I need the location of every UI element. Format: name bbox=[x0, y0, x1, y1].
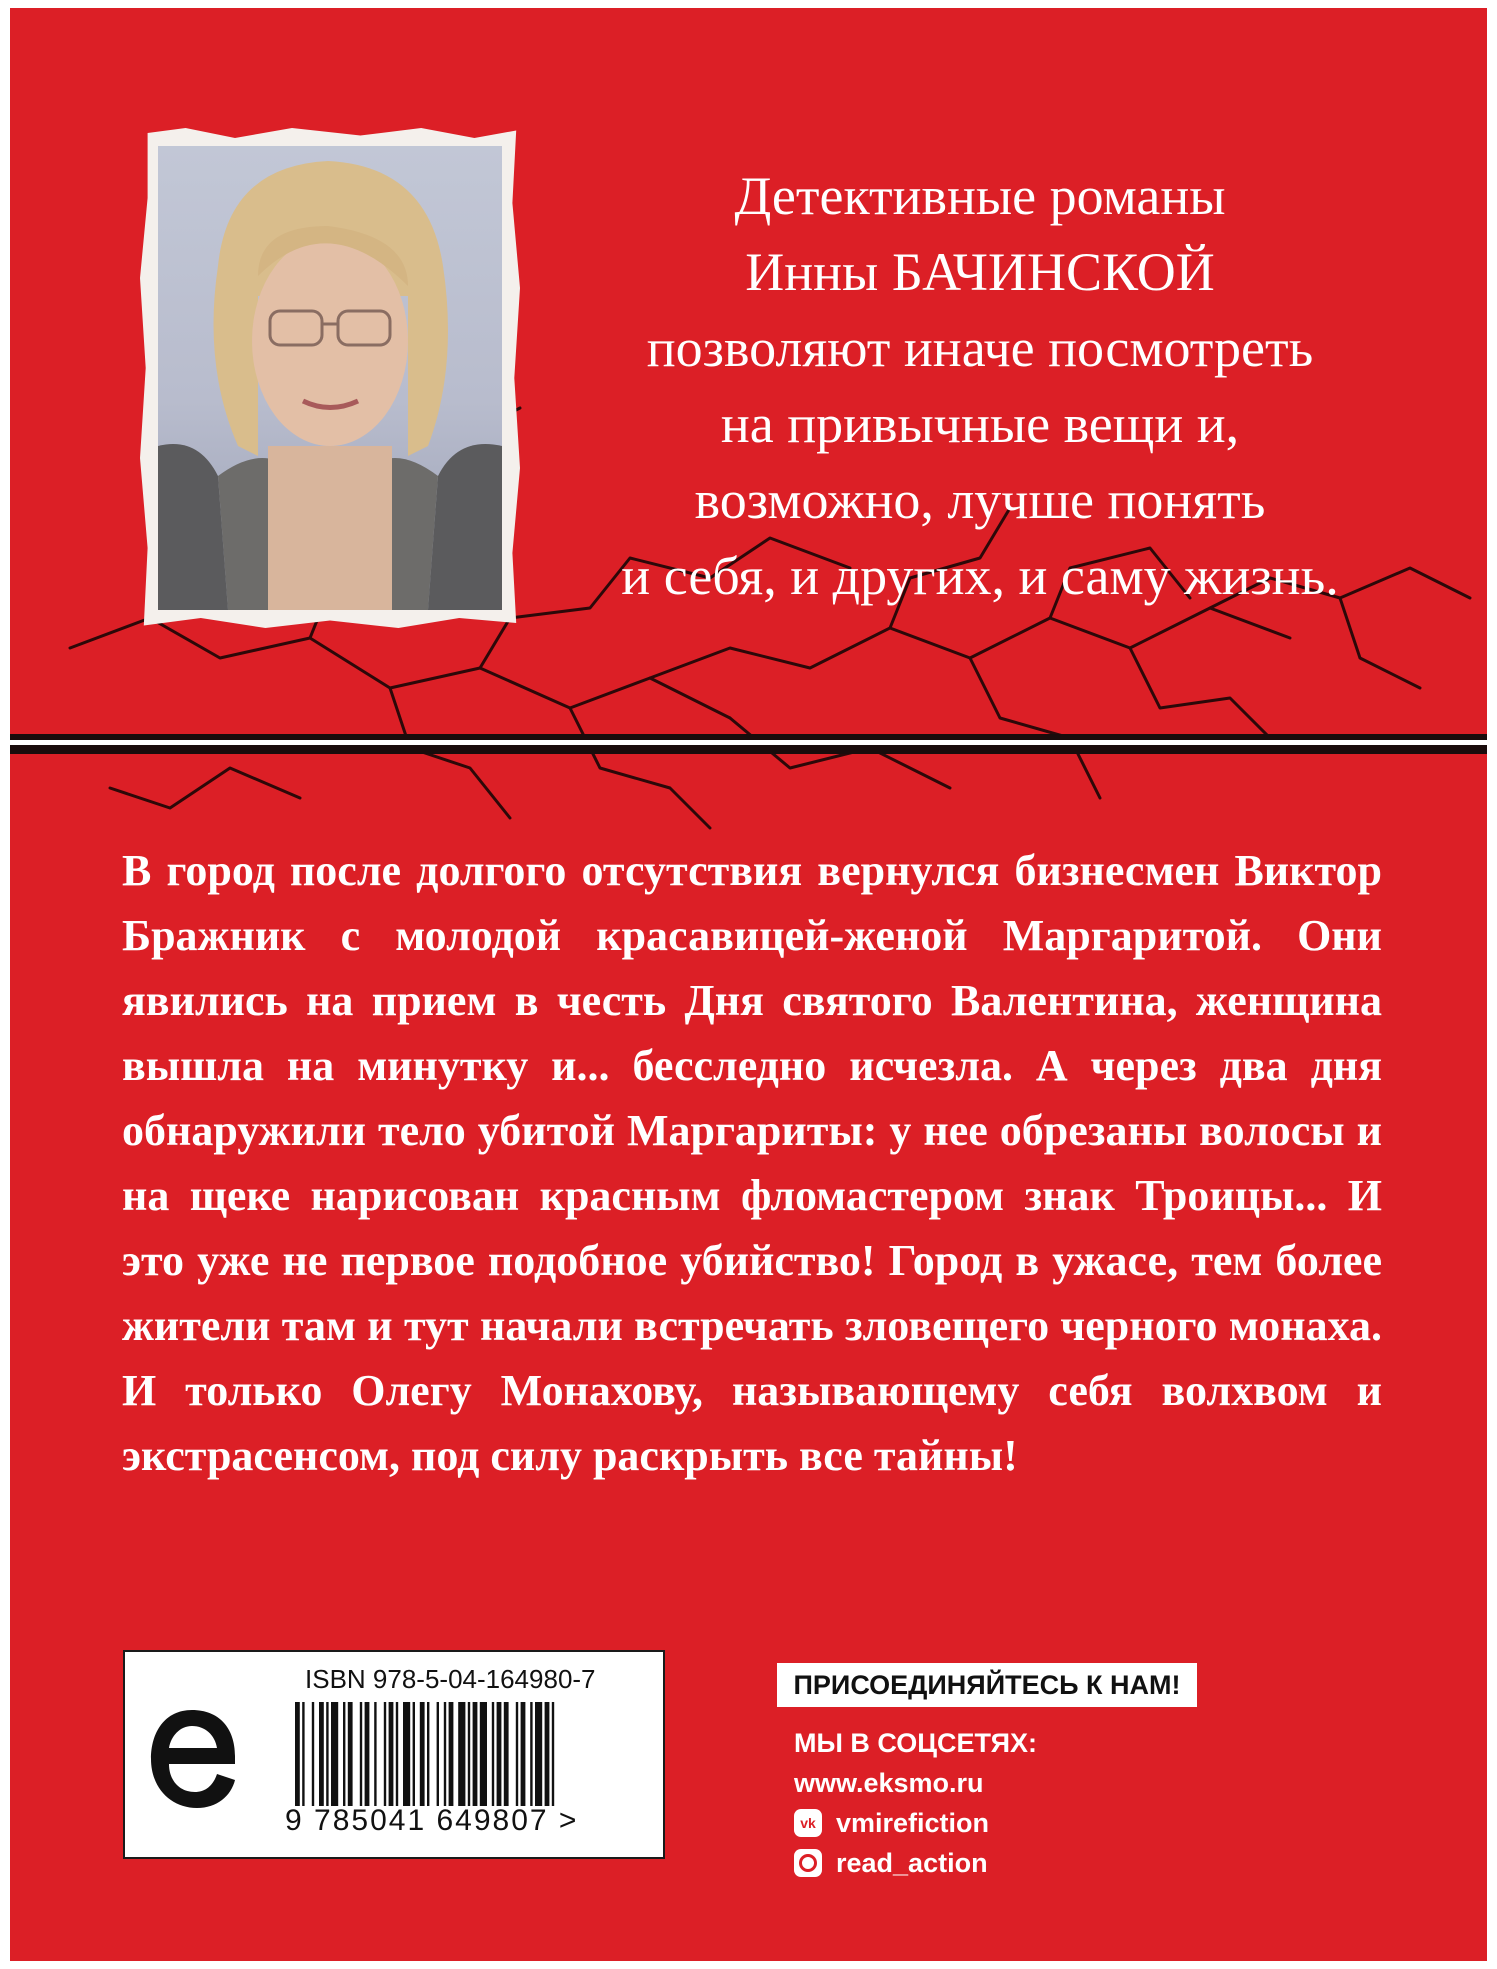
tagline-line-3: позволяют иначе посмотреть bbox=[646, 318, 1314, 378]
barcode-bar bbox=[348, 1702, 353, 1806]
tagline-line-4: на привычные вещи и, bbox=[720, 394, 1240, 454]
instagram-handle: read_action bbox=[836, 1848, 988, 1878]
barcode-bar bbox=[468, 1702, 470, 1806]
tagline-line-6: и себя, и других, и саму жизнь. bbox=[621, 546, 1339, 606]
tagline-line-1: Детективные романы bbox=[734, 166, 1226, 226]
instagram-icon bbox=[794, 1849, 822, 1877]
barcode-bar bbox=[343, 1702, 345, 1806]
barcode-bar bbox=[365, 1702, 370, 1806]
vk-icon: vk bbox=[794, 1809, 822, 1837]
barcode-bar bbox=[360, 1702, 362, 1806]
barcode-bar bbox=[530, 1702, 532, 1806]
barcode-bar bbox=[504, 1702, 509, 1806]
book-annotation: В город после долгого отсутствия вернулся бизнесмен Виктор Бражник с молодой красавицей-женой Маргаритой. Они явились на прием в честь Дня святого Валентина, женщина вышла на минутку и... бесследно исчезла. А через два дня обнаружили тело убитой Маргариты: у нее обрезаны волосы и на щеке нарисован красным фломастером знак Троицы... И это уже не первое подобное убийство! Город в ужасе, тем более жители там и тут начали встречать зловещего черного монаха. И только Олегу Монахову, называющему себя волхвом и экстрасенсом, под силу раскрыть все тайны! bbox=[122, 846, 1382, 1480]
barcode-bar bbox=[458, 1702, 465, 1806]
eksmo-logo-icon bbox=[145, 1704, 240, 1814]
barcode-bar bbox=[449, 1702, 454, 1806]
tagline-line-5: возможно, лучше понять bbox=[694, 470, 1266, 530]
barcode-bar bbox=[497, 1702, 502, 1806]
vk-handle: vmirefiction bbox=[836, 1808, 990, 1838]
barcode-bar bbox=[444, 1702, 446, 1806]
barcode-bar bbox=[492, 1702, 494, 1806]
barcode-bar bbox=[302, 1702, 304, 1806]
barcode-bar bbox=[552, 1702, 554, 1806]
barcode-bar bbox=[389, 1702, 394, 1806]
barcode-bar bbox=[396, 1702, 398, 1806]
barcode-digits: 9 785041 649807 > bbox=[285, 1804, 579, 1837]
barcode-bar bbox=[437, 1702, 439, 1806]
barcode-bar bbox=[319, 1702, 324, 1806]
social-label: МЫ В СОЦСЕТЯХ: bbox=[794, 1728, 1038, 1758]
barcode-bar bbox=[545, 1702, 550, 1806]
vk-link[interactable] bbox=[794, 1803, 1037, 1843]
tagline bbox=[550, 158, 1410, 614]
site-link[interactable]: www.eksmo.ru bbox=[794, 1768, 984, 1798]
barcode-bar bbox=[521, 1702, 526, 1806]
barcode-bar bbox=[516, 1702, 518, 1806]
join-us-badge: ПРИСОЕДИНЯЙТЕСЬ К НАМ! bbox=[777, 1663, 1197, 1707]
barcode-bar bbox=[312, 1702, 314, 1806]
isbn-number: ISBN 978-5-04-164980-7 bbox=[305, 1664, 596, 1694]
barcode bbox=[295, 1702, 625, 1806]
barcode-bar bbox=[480, 1702, 487, 1806]
instagram-link[interactable] bbox=[794, 1843, 1037, 1883]
barcode-panel bbox=[123, 1650, 665, 1859]
barcode-bar bbox=[331, 1702, 338, 1806]
author-photo bbox=[158, 146, 502, 610]
tagline-line-2: Инны БАЧИНСКОЙ bbox=[745, 242, 1215, 302]
barcode-bar bbox=[403, 1702, 410, 1806]
barcode-bar bbox=[295, 1702, 300, 1806]
barcode-bar bbox=[326, 1702, 328, 1806]
barcode-bar bbox=[473, 1702, 478, 1806]
barcode-bar bbox=[420, 1702, 425, 1806]
author-photo-frame bbox=[140, 128, 520, 628]
social-block bbox=[794, 1723, 1037, 1883]
barcode-bar bbox=[384, 1702, 386, 1806]
divider-stripe bbox=[10, 734, 1487, 760]
barcode-bar bbox=[374, 1702, 376, 1806]
back-cover bbox=[10, 8, 1487, 1961]
barcode-bar bbox=[427, 1702, 429, 1806]
barcode-bar bbox=[535, 1702, 542, 1806]
barcode-bar bbox=[413, 1702, 415, 1806]
